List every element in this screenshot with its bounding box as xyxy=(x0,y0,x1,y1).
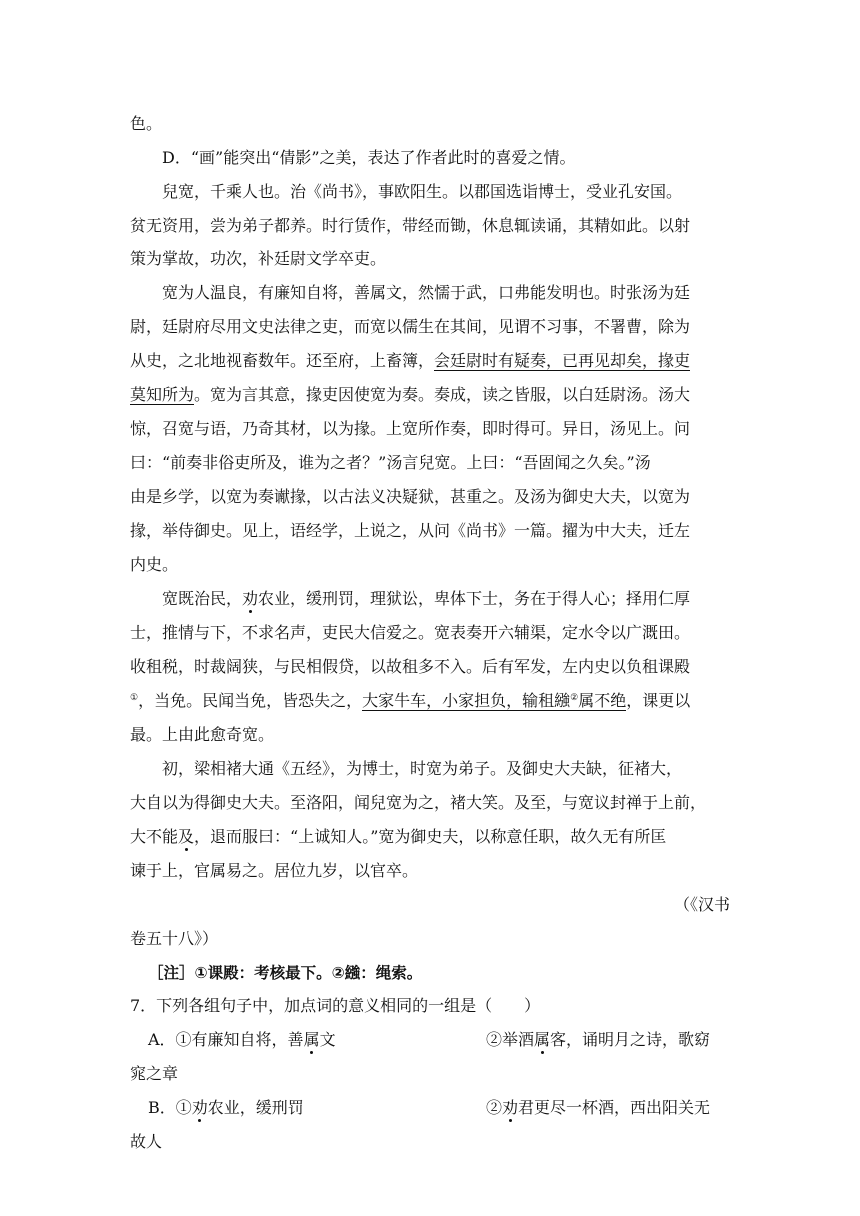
underlined-sentence xyxy=(362,691,626,711)
passage-text: 大不能 xyxy=(130,827,179,846)
option-d: D．“画”能突出“倩影”之美，表达了作者此时的喜爱之情。 xyxy=(162,148,576,167)
underlined-text: 大家牛车，小家担负，输租繈 xyxy=(362,691,571,710)
underlined-sentence-end: 莫知所为 xyxy=(130,385,195,404)
dotted-word: 劝 xyxy=(502,1098,519,1117)
option-b-right xyxy=(486,1098,710,1118)
passage-text: ，当免。民闻当免，皆恐失之， xyxy=(138,691,363,710)
text: 君更尽一杯酒，西出阳关无 xyxy=(518,1098,711,1117)
footnote: ［注］①课殿：考核最下。②繈：绳索。 xyxy=(148,964,423,982)
question-7-stem: 7．下列各组句子中，加点词的意义相同的一组是（ ） xyxy=(130,996,541,1015)
passage-text: 从史，之北地视畜数年。还至府，上畜簿， xyxy=(130,351,435,370)
passage-p2-line7: 由是乡学，以宽为奏谳掾，以古法义决疑狱，甚重之。及汤为御史大夫，以宽为 xyxy=(130,487,691,506)
passage-p3-line3: 收租税，时裁阔狭，与民相假贷，以故租多不入。后有军发，左内史以负租课殿 xyxy=(130,657,691,676)
option-b xyxy=(148,1098,748,1118)
text: ② xyxy=(486,1098,503,1117)
passage-p2-line3 xyxy=(130,351,730,371)
option-a-left xyxy=(148,1030,336,1049)
passage-p2-line1: 宽为人温良，有廉知自将，善属文，然懦于武，口弗能发明也。时张汤为廷 xyxy=(162,283,691,302)
passage-p4-line1: 初，梁相褚大通《五经》，为博士，时宽为弟子。及御史大夫缺，征褚大， xyxy=(162,759,683,778)
option-a-right xyxy=(486,1030,710,1050)
text: A．①有廉知自将，善 xyxy=(148,1030,304,1049)
source-citation: （《汉书 xyxy=(673,895,730,914)
footnote-marker: ② xyxy=(570,693,579,703)
passage-p3-line4 xyxy=(130,691,730,711)
option-b-cont: 故人 xyxy=(130,1132,163,1151)
dotted-word: 属 xyxy=(534,1030,551,1049)
option-b-left xyxy=(148,1098,304,1117)
text: 农业，缓刑罚 xyxy=(207,1098,304,1117)
passage-p2-line6: 曰：“前奏非俗吏所及，谁为之者？”汤言兒宽。上曰：“吾固闻之久矣。”汤 xyxy=(130,453,651,472)
passage-p2-line2: 尉，廷尉府尽用文史法律之吏，而宽以儒生在其间，见谓不习事，不署曹，除为 xyxy=(130,317,691,336)
passage-text: 宽既治民， xyxy=(162,589,243,608)
passage-p4-line3 xyxy=(130,827,730,847)
source-citation-cont: 卷五十八》） xyxy=(130,929,219,948)
option-a-cont: 窕之章 xyxy=(130,1064,179,1083)
dotted-word: 及 xyxy=(178,827,195,846)
passage-p1-line2: 贫无资用，尝为弟子都养。时行赁作，带经而锄，休息辄读诵，其精如此。以射 xyxy=(130,216,691,235)
text: B．① xyxy=(148,1098,192,1117)
passage-p3-line1 xyxy=(162,589,762,609)
passage-p3-line5: 最。上由此愈奇宽。 xyxy=(130,725,275,744)
text: 文 xyxy=(319,1030,336,1049)
passage-p4-line2: 大自以为得御史大夫。至洛阳，闻兒宽为之，褚大笑。及至，与宽议封禅于上前， xyxy=(130,793,707,812)
text: ②举酒 xyxy=(486,1030,535,1049)
dotted-word: 劝 xyxy=(242,589,259,608)
previous-answer-tail: 色。 xyxy=(130,114,163,133)
passage-p2-line9: 内史。 xyxy=(130,555,179,574)
dotted-word: 属 xyxy=(303,1030,320,1049)
option-a xyxy=(148,1030,748,1050)
passage-p2-line8: 掾，举侍御史。见上，语经学，上说之，从问《尚书》一篇。擢为中大夫，迁左 xyxy=(130,521,691,540)
passage-p1-line1: 兒宽，千乘人也。治《尚书》，事欧阳生。以郡国选诣博士，受业孔安国。 xyxy=(162,182,683,201)
passage-p4-line4: 谏于上，官属易之。居位九岁，以官卒。 xyxy=(130,861,419,880)
text: 客，诵明月之诗，歌窈 xyxy=(550,1030,711,1049)
footnote-marker: ① xyxy=(130,693,139,703)
underlined-text: 属不绝 xyxy=(578,691,627,710)
passage-p2-line5: 惊，召宽与语，乃奇其材，以为掾。上宽所作奏，即时得可。异日，汤见上。问 xyxy=(130,419,691,438)
passage-p3-line2: 士，推情与下，不求名声，吏民大信爱之。宽表奏开六辅渠，定水令以广溉田。 xyxy=(130,623,691,642)
passage-text: ，退而服曰：“上诚知人。”宽为御史夫，以称意任职，故久无有所匡 xyxy=(194,827,667,846)
passage-text: 农业，缓刑罚，理狱讼，卑体下士，务在于得人心；择用仁厚 xyxy=(258,589,691,608)
underlined-sentence: 会廷尉时有疑奏，已再见却矣，掾吏 xyxy=(434,351,691,370)
passage-p1-line3: 策为掌故，功次，补廷尉文学卒吏。 xyxy=(130,249,387,268)
passage-text: 。宽为言其意，掾吏因使宽为奏。奏成，读之皆服，以白廷尉汤。汤大 xyxy=(194,385,691,404)
passage-p2-line4 xyxy=(130,385,730,405)
passage-text: ，课更以 xyxy=(626,691,691,710)
dotted-word: 劝 xyxy=(191,1098,208,1117)
